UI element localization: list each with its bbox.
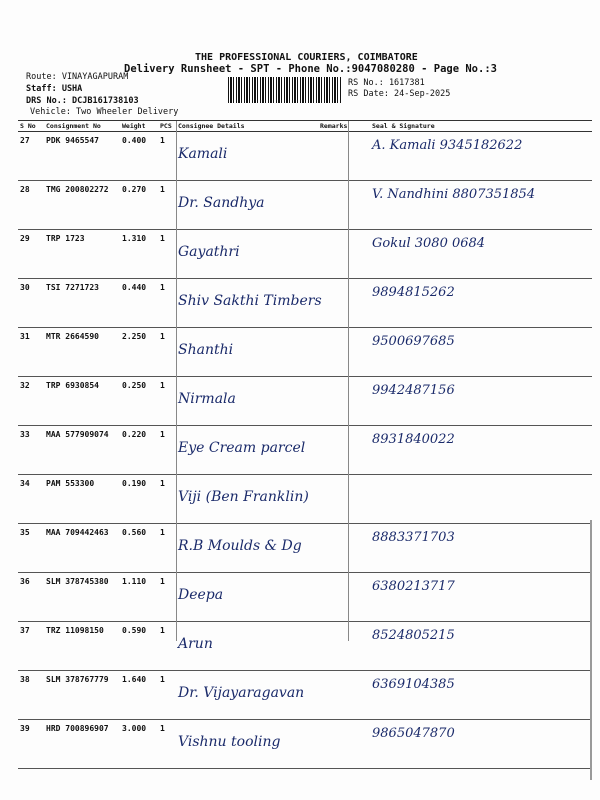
table-row bbox=[18, 132, 592, 181]
route-label: Route: VINAYAGAPURAM bbox=[26, 72, 129, 82]
row-remarks bbox=[318, 328, 370, 377]
barcode-image bbox=[228, 77, 342, 103]
row-consignee: Shanthi bbox=[176, 328, 318, 377]
row-remarks bbox=[318, 573, 370, 622]
row-weight: 0.400 bbox=[120, 132, 158, 181]
row-consignment-no: TSI 7271723 bbox=[44, 279, 120, 328]
col-header-weight: Weight bbox=[120, 121, 158, 132]
col-header-remarks: Remarks bbox=[318, 121, 370, 132]
row-sno: 27 bbox=[18, 132, 44, 181]
row-consignee: Deepa bbox=[176, 573, 318, 622]
row-sno: 29 bbox=[18, 230, 44, 279]
row-consignment-no: MAA 709442463 bbox=[44, 524, 120, 573]
row-sno: 28 bbox=[18, 181, 44, 230]
row-weight: 0.270 bbox=[120, 181, 158, 230]
column-divider bbox=[348, 121, 349, 641]
row-consignment-no: MAA 577909074 bbox=[44, 426, 120, 475]
row-pcs: 1 bbox=[158, 622, 176, 671]
row-remarks bbox=[318, 132, 370, 181]
row-pcs: 1 bbox=[158, 328, 176, 377]
row-signature: A. Kamali 9345182622 bbox=[370, 132, 592, 181]
row-consignment-no: HRD 700896907 bbox=[44, 720, 120, 769]
row-consignee: Nirmala bbox=[176, 377, 318, 426]
row-consignment-no: SLM 378745380 bbox=[44, 573, 120, 622]
row-consignment-no: TRP 6930854 bbox=[44, 377, 120, 426]
row-signature: Gokul 3080 0684 bbox=[370, 230, 592, 279]
row-sno: 34 bbox=[18, 475, 44, 524]
column-divider bbox=[176, 121, 177, 641]
table-row bbox=[18, 230, 592, 279]
row-pcs: 1 bbox=[158, 377, 176, 426]
drs-number: DRS No.: DCJB161738103 bbox=[26, 96, 139, 106]
row-signature: 8883371703 bbox=[370, 524, 592, 573]
row-sno: 38 bbox=[18, 671, 44, 720]
row-consignee: Gayathri bbox=[176, 230, 318, 279]
row-consignee: Shiv Sakthi Timbers bbox=[176, 279, 318, 328]
vehicle-label: Vehicle: Two Wheeler Delivery bbox=[30, 107, 179, 117]
row-sno: 31 bbox=[18, 328, 44, 377]
row-signature: 9894815262 bbox=[370, 279, 592, 328]
row-sno: 33 bbox=[18, 426, 44, 475]
row-remarks bbox=[318, 622, 370, 671]
row-sno: 35 bbox=[18, 524, 44, 573]
table-row bbox=[18, 671, 592, 720]
table-header-row bbox=[18, 121, 592, 132]
row-weight: 0.220 bbox=[120, 426, 158, 475]
row-weight: 1.640 bbox=[120, 671, 158, 720]
staff-label: Staff: USHA bbox=[26, 84, 83, 94]
row-sno: 32 bbox=[18, 377, 44, 426]
runsheet-table bbox=[18, 120, 592, 769]
row-pcs: 1 bbox=[158, 671, 176, 720]
row-consignment-no: TRZ 11098150 bbox=[44, 622, 120, 671]
row-pcs: 1 bbox=[158, 181, 176, 230]
row-consignment-no: TRP 1723 bbox=[44, 230, 120, 279]
row-remarks bbox=[318, 377, 370, 426]
row-consignee: Arun bbox=[176, 622, 318, 671]
row-sno: 30 bbox=[18, 279, 44, 328]
row-signature bbox=[370, 475, 592, 524]
row-remarks bbox=[318, 279, 370, 328]
row-signature: 8524805215 bbox=[370, 622, 592, 671]
row-pcs: 1 bbox=[158, 720, 176, 769]
row-pcs: 1 bbox=[158, 475, 176, 524]
row-pcs: 1 bbox=[158, 279, 176, 328]
row-signature: 8931840022 bbox=[370, 426, 592, 475]
row-consignment-no: PAM 553300 bbox=[44, 475, 120, 524]
row-consignee: R.B Moulds & Dg bbox=[176, 524, 318, 573]
row-weight: 2.250 bbox=[120, 328, 158, 377]
col-header-pcs: PCS bbox=[158, 121, 176, 132]
row-sno: 36 bbox=[18, 573, 44, 622]
row-consignment-no: TMG 200802272 bbox=[44, 181, 120, 230]
runsheet-subtitle: Delivery Runsheet - SPT - Phone No.:9047080280 - Page No.:3 bbox=[124, 63, 497, 75]
row-consignee: Viji (Ben Franklin) bbox=[176, 475, 318, 524]
table-row bbox=[18, 181, 592, 230]
row-remarks bbox=[318, 475, 370, 524]
col-header-consignee: Consignee Details bbox=[176, 121, 318, 132]
row-weight: 0.560 bbox=[120, 524, 158, 573]
row-consignment-no: PDK 9465547 bbox=[44, 132, 120, 181]
row-signature: V. Nandhini 8807351854 bbox=[370, 181, 592, 230]
row-pcs: 1 bbox=[158, 426, 176, 475]
row-pcs: 1 bbox=[158, 524, 176, 573]
row-remarks bbox=[318, 426, 370, 475]
row-weight: 0.590 bbox=[120, 622, 158, 671]
row-signature: 6369104385 bbox=[370, 671, 592, 720]
row-consignee: Dr. Sandhya bbox=[176, 181, 318, 230]
row-consignment-no: SLM 378767779 bbox=[44, 671, 120, 720]
table-row bbox=[18, 524, 592, 573]
row-weight: 1.110 bbox=[120, 573, 158, 622]
scan-edge-mark bbox=[590, 520, 592, 780]
row-consignee: Dr. Vijayaragavan bbox=[176, 671, 318, 720]
table-body bbox=[18, 132, 592, 769]
row-remarks bbox=[318, 671, 370, 720]
row-weight: 0.250 bbox=[120, 377, 158, 426]
col-header-sno: S No bbox=[18, 121, 44, 132]
row-weight: 3.000 bbox=[120, 720, 158, 769]
table-row bbox=[18, 377, 592, 426]
table-row bbox=[18, 279, 592, 328]
col-header-signature: Seal & Signature bbox=[370, 121, 592, 132]
row-sno: 39 bbox=[18, 720, 44, 769]
company-title: THE PROFESSIONAL COURIERS, COIMBATORE bbox=[195, 52, 418, 63]
row-remarks bbox=[318, 181, 370, 230]
table-row bbox=[18, 573, 592, 622]
row-consignee: Vishnu tooling bbox=[176, 720, 318, 769]
row-consignee: Kamali bbox=[176, 132, 318, 181]
row-remarks bbox=[318, 230, 370, 279]
table-row bbox=[18, 622, 592, 671]
col-header-consignment: Consignment No bbox=[44, 121, 120, 132]
row-remarks bbox=[318, 720, 370, 769]
row-pcs: 1 bbox=[158, 573, 176, 622]
table-row bbox=[18, 720, 592, 769]
row-consignment-no: MTR 2664590 bbox=[44, 328, 120, 377]
row-weight: 0.190 bbox=[120, 475, 158, 524]
rs-date: RS Date: 24-Sep-2025 bbox=[348, 89, 451, 99]
table-row bbox=[18, 475, 592, 524]
row-remarks bbox=[318, 524, 370, 573]
rs-number: RS No.: 1617381 bbox=[348, 78, 425, 88]
row-pcs: 1 bbox=[158, 230, 176, 279]
row-sno: 37 bbox=[18, 622, 44, 671]
row-signature: 9500697685 bbox=[370, 328, 592, 377]
row-signature: 9942487156 bbox=[370, 377, 592, 426]
row-consignee: Eye Cream parcel bbox=[176, 426, 318, 475]
row-weight: 0.440 bbox=[120, 279, 158, 328]
row-signature: 9865047870 bbox=[370, 720, 592, 769]
row-weight: 1.310 bbox=[120, 230, 158, 279]
row-pcs: 1 bbox=[158, 132, 176, 181]
table-row bbox=[18, 426, 592, 475]
table-row bbox=[18, 328, 592, 377]
row-signature: 6380213717 bbox=[370, 573, 592, 622]
